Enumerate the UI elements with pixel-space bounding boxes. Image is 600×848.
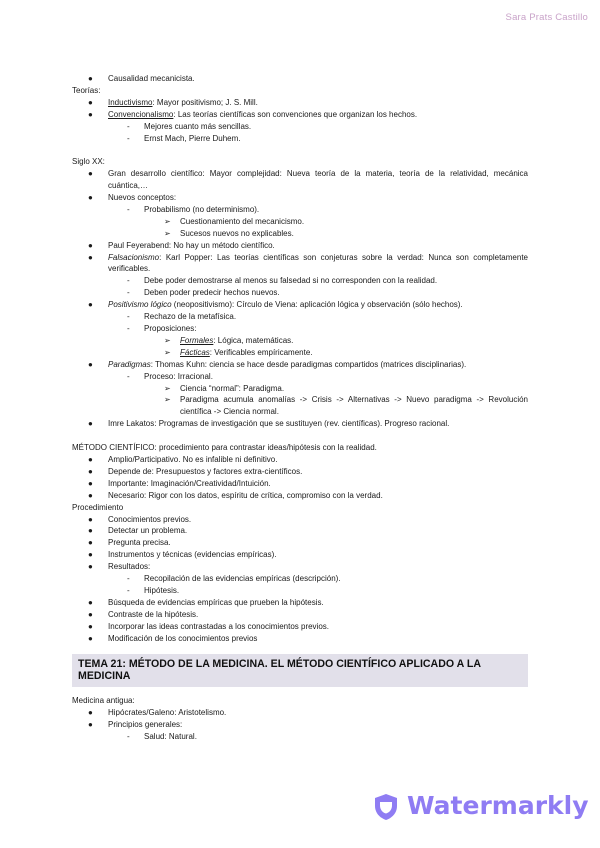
- list-item: [72, 394, 528, 418]
- text-segment: Fácticas: [180, 347, 210, 357]
- text-segment: Pregunta precisa.: [108, 538, 171, 548]
- dash-icon: -: [127, 732, 130, 741]
- bullet-icon: ●: [88, 419, 93, 429]
- shield-icon: [373, 793, 399, 821]
- dash-icon: -: [127, 324, 130, 334]
- list-item: [72, 133, 528, 145]
- text-segment: Teorías:: [72, 85, 101, 95]
- heading-line: [72, 156, 528, 168]
- text-segment: Siglo XX:: [72, 157, 105, 167]
- list-item: [72, 478, 528, 490]
- text-segment: Rechazo de la metafísica.: [144, 312, 237, 322]
- text-segment: : Karl Popper: Las teorías científicas son conjeturas sobre la verdad: Nunca son completamente verificables.: [108, 252, 528, 274]
- list-item: [72, 454, 528, 466]
- text-segment: Instrumentos y técnicas (evidencias empíricas).: [108, 550, 277, 560]
- text-segment: Amplio/Participativo. No es infalible ni definitivo.: [108, 454, 278, 464]
- dash-icon: -: [127, 204, 130, 214]
- text-segment: Ernst Mach, Pierre Duhem.: [144, 133, 241, 143]
- text-segment: Mejores cuanto más sencillas.: [144, 121, 252, 131]
- bullet-icon: ●: [88, 466, 93, 476]
- bullet-icon: ●: [88, 240, 93, 250]
- text-segment: Nuevos conceptos:: [108, 193, 177, 203]
- text-segment: Necesario: Rigor con los datos, espíritu de crítica, compromiso con la verdad.: [108, 490, 383, 500]
- text-segment: Proposiciones:: [144, 324, 197, 334]
- bullet-icon: ●: [88, 597, 93, 607]
- text-segment: Cuestionamiento del mecanicismo.: [180, 216, 305, 226]
- arrow-icon: ➢: [164, 347, 171, 357]
- text-segment: Ciencia “normal”: Paradigma.: [180, 383, 285, 393]
- bullet-icon: ●: [88, 633, 93, 643]
- text-segment: Inductivismo: [108, 97, 153, 107]
- text-segment: (neopositivismo): Círculo de Viena: aplicación lógica y observación (sólo hechos).: [171, 300, 463, 310]
- list-item: [72, 323, 528, 335]
- text-segment: Debe poder demostrarse al menos su falsedad si no corresponden con la realidad.: [144, 276, 438, 286]
- list-item: [72, 621, 528, 633]
- bullet-icon: ●: [88, 526, 93, 536]
- arrow-icon: ➢: [164, 216, 171, 226]
- arrow-icon: ➢: [164, 228, 171, 238]
- heading-line: [72, 502, 528, 514]
- text-segment: Importante: Imaginación/Creatividad/Intuición.: [108, 478, 271, 488]
- text-segment: Resultados:: [108, 562, 151, 572]
- text-segment: Causalidad mecanicista.: [108, 74, 195, 83]
- dash-icon: -: [127, 276, 130, 286]
- list-item: [72, 633, 528, 645]
- heading-line: [72, 85, 528, 97]
- bullet-icon: ●: [88, 300, 93, 310]
- bullet-icon: ●: [88, 169, 93, 179]
- text-segment: Falsacionismo: [108, 252, 160, 262]
- dash-icon: -: [127, 574, 130, 584]
- text-segment: Medicina antigua:: [72, 696, 135, 706]
- heading-line: [72, 442, 528, 454]
- text-segment: Sucesos nuevos no explicables.: [180, 228, 294, 238]
- dash-icon: -: [127, 371, 130, 381]
- list-item: [72, 707, 528, 719]
- list-item: [72, 240, 528, 252]
- text-segment: Paul Feyerabend: No hay un método científico.: [108, 240, 275, 250]
- list-item: [72, 228, 528, 240]
- dash-icon: -: [127, 133, 130, 143]
- list-item: [72, 466, 528, 478]
- text-segment: Incorporar las ideas contrastadas a los conocimientos previos.: [108, 621, 329, 631]
- text-segment: Convencionalismo: [108, 109, 174, 119]
- bullet-icon: ●: [88, 109, 93, 119]
- list-item: [72, 383, 528, 395]
- list-item: [72, 109, 528, 121]
- text-segment: Formales: [180, 335, 214, 345]
- bullet-icon: ●: [88, 621, 93, 631]
- text-segment: Imre Lakatos: Programas de investigación que se sustituyen (rev. científicas). Progreso racional.: [108, 419, 450, 429]
- text-segment: Paradigmas: [108, 359, 151, 369]
- arrow-icon: ➢: [164, 383, 171, 393]
- text-segment: Recopilación de las evidencias empíricas (descripción).: [144, 574, 341, 584]
- section-heading: [72, 654, 528, 687]
- list-item: [72, 549, 528, 561]
- spacer: [72, 430, 528, 442]
- list-item: [72, 168, 528, 192]
- list-item: [72, 192, 528, 204]
- list-item: [72, 609, 528, 621]
- list-item: [72, 204, 528, 216]
- text-segment: Deben poder predecir hechos nuevos.: [144, 288, 280, 298]
- dash-icon: -: [127, 312, 130, 322]
- text-segment: Detectar un problema.: [108, 526, 188, 536]
- arrow-icon: ➢: [164, 335, 171, 345]
- list-item: [72, 299, 528, 311]
- list-item: [72, 287, 528, 299]
- text-segment: Depende de: Presupuestos y factores extra-científicos.: [108, 466, 303, 476]
- text-segment: Gran desarrollo científico: Mayor complejidad: Nueva teoría de la materia, teoría de la relatividad, mecánica cuántica,…: [108, 169, 528, 191]
- list-item: [72, 347, 528, 359]
- bullet-icon: ●: [88, 454, 93, 464]
- document-body: [72, 73, 528, 743]
- text-segment: Paradigma acumula anomalías -> Crisis -> Alternativas -> Nuevo paradigma -> Revolución científica -> Ciencia normal.: [180, 395, 528, 417]
- text-segment: : Verificables empíricamente.: [209, 347, 313, 357]
- list-item: [72, 73, 528, 85]
- bullet-icon: ●: [88, 708, 93, 718]
- list-item: [72, 537, 528, 549]
- bullet-icon: ●: [88, 193, 93, 203]
- text-segment: : Las teorías científicas son convenciones que organizan los hechos.: [173, 109, 418, 119]
- bullet-icon: ●: [88, 97, 93, 107]
- text-segment: Modificación de los conocimientos previos: [108, 633, 258, 643]
- list-item: [72, 335, 528, 347]
- list-item: [72, 371, 528, 383]
- list-item: [72, 97, 528, 109]
- text-segment: Probabilismo (no determinismo).: [144, 204, 260, 214]
- list-item: [72, 121, 528, 133]
- list-item: [72, 525, 528, 537]
- list-item: [72, 585, 528, 597]
- list-item: [72, 275, 528, 287]
- list-item: [72, 731, 528, 743]
- text-segment: Hipótesis.: [144, 585, 180, 595]
- bullet-icon: ●: [88, 74, 93, 83]
- bullet-icon: ●: [88, 252, 93, 262]
- text-segment: Contraste de la hipótesis.: [108, 609, 199, 619]
- bullet-icon: ●: [88, 550, 93, 560]
- heading-line: [72, 695, 528, 707]
- list-item: [72, 418, 528, 430]
- bullet-icon: ●: [88, 478, 93, 488]
- bullet-icon: ●: [88, 490, 93, 500]
- spacer: [72, 144, 528, 156]
- list-item: [72, 597, 528, 609]
- list-item: [72, 216, 528, 228]
- dash-icon: -: [127, 121, 130, 131]
- list-item: [72, 252, 528, 276]
- arrow-icon: ➢: [164, 395, 171, 405]
- text-segment: Búsqueda de evidencias empíricas que prueben la hipótesis.: [108, 597, 324, 607]
- list-item: [72, 573, 528, 585]
- list-item: [72, 490, 528, 502]
- text-segment: Positivismo lógico: [108, 300, 172, 310]
- list-item: [72, 514, 528, 526]
- text-segment: Salud: Natural.: [144, 732, 197, 741]
- text-segment: : Mayor positivismo; J. S. Mill.: [152, 97, 258, 107]
- author-name: Sara Prats Castillo: [505, 12, 588, 23]
- bullet-icon: ●: [88, 514, 93, 524]
- list-item: [72, 719, 528, 731]
- bullet-icon: ●: [88, 538, 93, 548]
- bullet-icon: ●: [88, 609, 93, 619]
- text-segment: : Thomas Kuhn: ciencia se hace desde paradigmas compartidos (matrices disciplinarias).: [150, 359, 467, 369]
- list-item: [72, 561, 528, 573]
- text-segment: Proceso: Irracional.: [144, 371, 213, 381]
- text-segment: Procedimiento: [72, 502, 124, 512]
- list-item: [72, 359, 528, 371]
- text-segment: Principios generales:: [108, 720, 183, 730]
- text-segment: Hipócrates/Galeno: Aristotelismo.: [108, 708, 227, 718]
- text-segment: TEMA 21: MÉTODO DE LA MEDICINA. EL MÉTODO CIENTÍFICO APLICADO A LA MEDICINA: [78, 658, 481, 683]
- bullet-icon: ●: [88, 359, 93, 369]
- text-segment: MÉTODO CIENTÍFICO: procedimiento para contrastar ideas/hipótesis con la realidad.: [72, 443, 377, 453]
- dash-icon: -: [127, 585, 130, 595]
- watermark-text: Watermarkly: [407, 791, 589, 820]
- watermark: [373, 790, 589, 822]
- bullet-icon: ●: [88, 562, 93, 572]
- dash-icon: -: [127, 288, 130, 298]
- text-segment: : Lógica, matemáticas.: [213, 335, 294, 345]
- list-item: [72, 311, 528, 323]
- bullet-icon: ●: [88, 720, 93, 730]
- text-segment: Conocimientos previos.: [108, 514, 192, 524]
